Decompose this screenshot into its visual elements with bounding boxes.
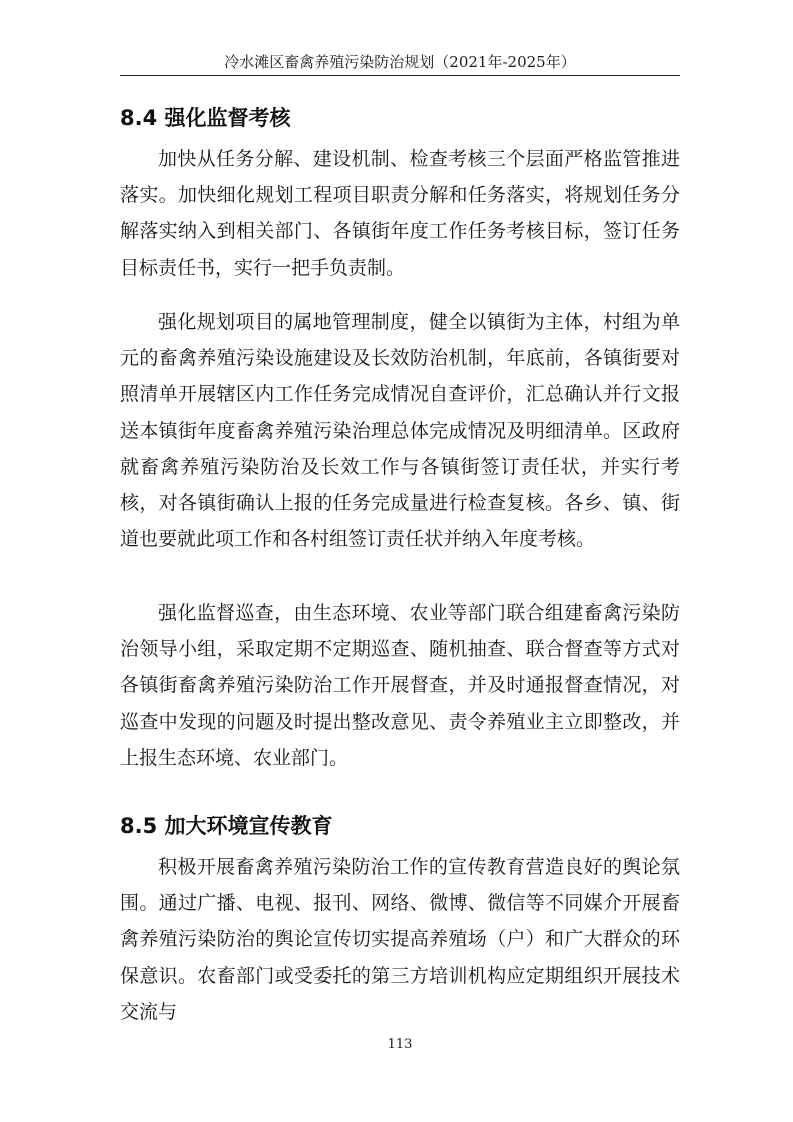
section-title-8-4: 8.4 强化监督考核 [120, 106, 291, 130]
paragraph: 加快从任务分解、建设机制、检查考核三个层面严格监管推进落实。加快细化规划工程项目职责分解和任务落实，将规划任务分解落实纳入到相关部门、各镇街年度工作任务考核目标，签订任务目标责任书，实行一把手负责制。 [120, 148, 680, 279]
paragraph: 强化监督巡查，由生态环境、农业等部门联合组建畜禽污染防治领导小组，采取定期不定期巡查、随机抽查、联合督查等方式对各镇街畜禽养殖污染防治工作开展督查，并及时通报督查情况，对巡查中发现的问题及时提出整改意见、责令养殖业主立即整改，并上报生态环境、农业部门。 [120, 602, 680, 769]
paragraph: 积极开展畜禽养殖污染防治工作的宣传教育营造良好的舆论氛围。通过广播、电视、报刊、网络、微博、微信等不同媒介开展畜禽养殖污染防治的舆论宣传切实提高养殖场（户）和广大群众的环保意识。农畜部门或受委托的第三方培训机构应定期组织开展技术交流与 [120, 856, 680, 1023]
section-title-8-5: 8.5 加大环境宣传教育 [120, 814, 333, 838]
header-divider [120, 75, 680, 76]
page-number: 113 [387, 1037, 413, 1052]
running-header: 冷水滩区畜禽养殖污染防治规划（2021年-2025年） [224, 53, 576, 71]
paragraph: 强化规划项目的属地管理制度，健全以镇街为主体，村组为单元的畜禽养殖污染设施建设及长效防治机制，年底前，各镇街要对照清单开展辖区内工作任务完成情况自查评价，汇总确认并行文报送本镇街年度畜禽养殖污染治理总体完成情况及明细清单。区政府就畜禽养殖污染防治及长效工作与各镇街签订责任状，并实行考核，对各镇街确认上报的任务完成量进行检查复核。各乡、镇、街道也要就此项工作和各村组签订责任状并纳入年度考核。 [120, 311, 680, 551]
